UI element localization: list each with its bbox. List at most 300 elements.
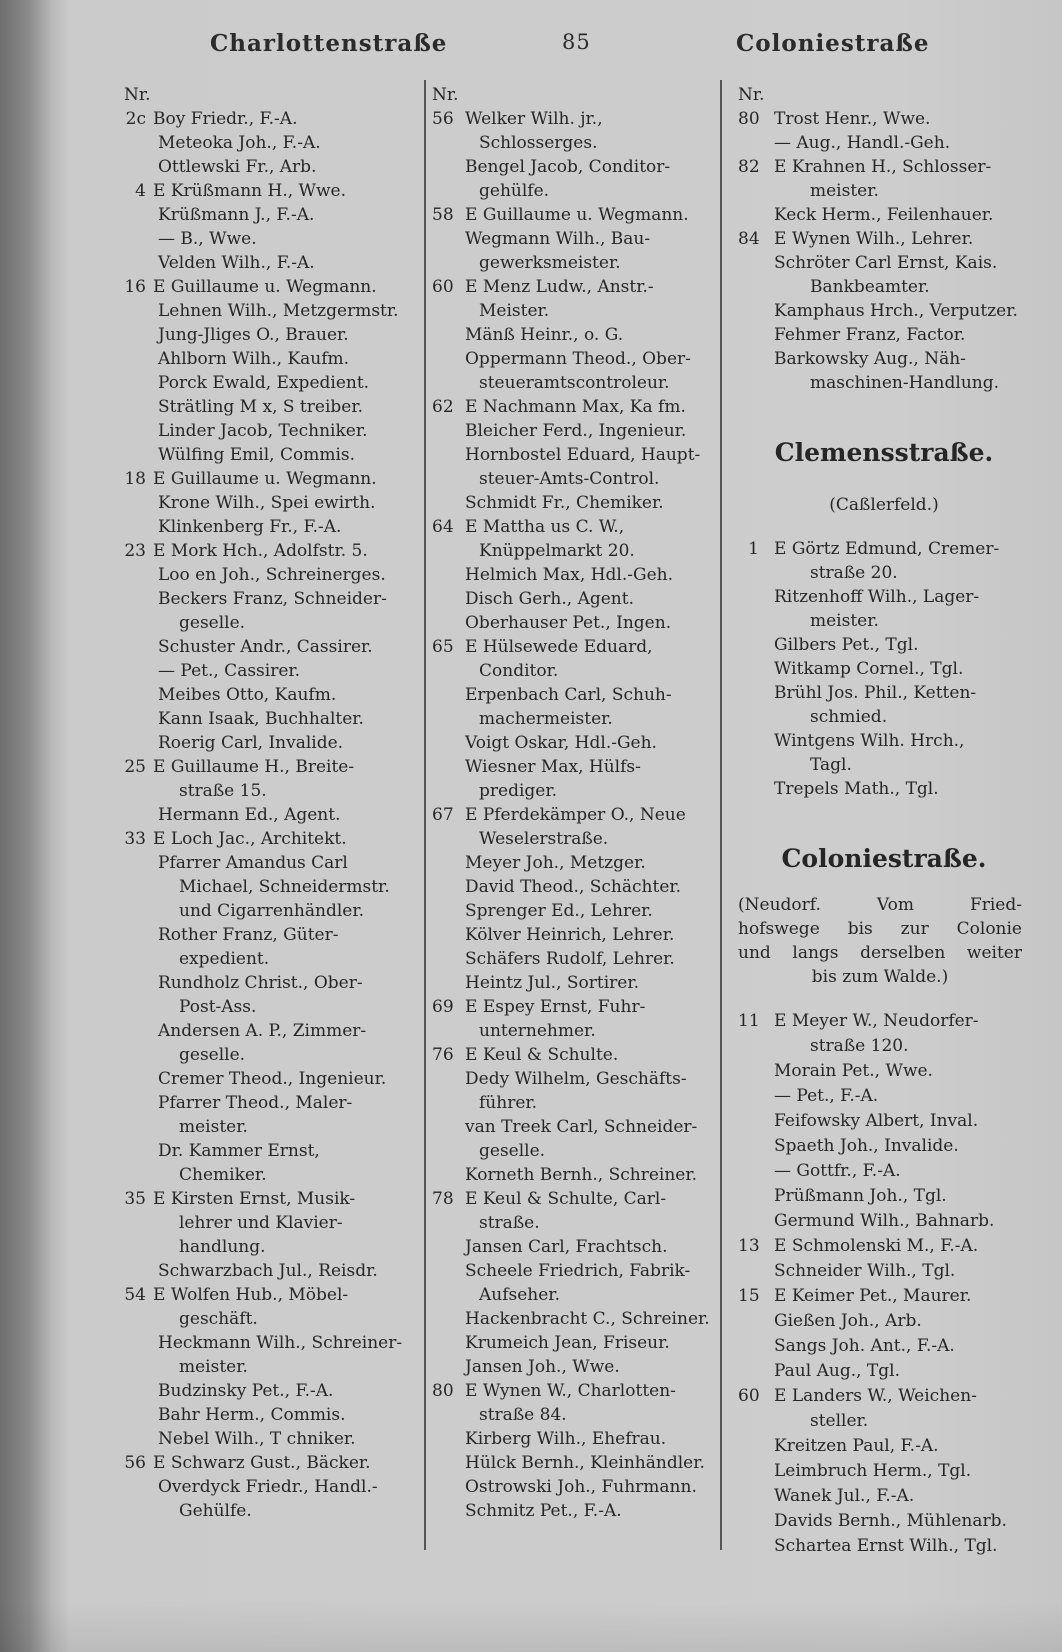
entry-text: schmied. (810, 707, 888, 727)
entry-continuation (432, 179, 718, 203)
entry-continuation (124, 875, 424, 899)
entry-continuation (432, 371, 718, 395)
entry-text: straße. (479, 1213, 540, 1233)
entry-text: (Neudorf. Vom Fried- (738, 895, 1022, 915)
entry-text: expedient. (179, 949, 270, 969)
entry-text: Tagl. (810, 755, 852, 775)
entry-text: E Hülsewede Eduard, (465, 637, 653, 657)
entry-text: Michael, Schneidermstr. (179, 877, 390, 897)
directory-entry (124, 587, 424, 611)
entry-text: Budzinsky Pet., F.-A. (158, 1381, 334, 1401)
directory-entry (432, 491, 718, 515)
entry-text: Clemensstraße. (774, 438, 994, 467)
entry-text: Jansen Carl, Frachtsch. (465, 1237, 668, 1257)
entry-text: Klinkenberg Fr., F.-A. (158, 517, 342, 537)
directory-entry (124, 131, 424, 155)
entry-continuation (432, 539, 718, 563)
entry-text: meister. (810, 181, 879, 201)
column-2 (432, 83, 718, 1523)
house-number: 18 (124, 469, 146, 489)
entry-text: Boy Friedr., F.-A. (153, 109, 298, 129)
directory-entry (432, 563, 718, 587)
entry-text: E Schmolenski M., F.-A. (774, 1236, 979, 1256)
entry-text: Hornbostel Eduard, Haupt- (465, 445, 701, 465)
entry-text: Kreitzen Paul, F.-A. (774, 1436, 939, 1456)
directory-entry (738, 1234, 1030, 1259)
house-number: 2c (125, 109, 146, 129)
directory-entry (738, 131, 1030, 155)
entry-continuation (124, 779, 424, 803)
house-number: 4 (135, 181, 146, 201)
entry-continuation (124, 1499, 424, 1523)
entry-text: Wiesner Max, Hülfs- (465, 757, 641, 777)
entry-text: Disch Gerh., Agent. (465, 589, 634, 609)
house-number: 56 (124, 1453, 146, 1473)
directory-entry (432, 851, 718, 875)
entry-text: Hackenbracht C., Schreiner. (465, 1309, 710, 1329)
column-3 (738, 83, 1030, 1559)
directory-entry (124, 179, 424, 203)
street-heading (738, 835, 1030, 883)
entry-text: Aufseher. (479, 1285, 560, 1305)
entry-text: Kamphaus Hrch., Verputzer. (774, 301, 1018, 321)
house-number: 60 (738, 1386, 760, 1406)
entry-text: meister. (810, 611, 879, 631)
entry-continuation (124, 611, 424, 635)
entry-text: E Krüßmann H., Wwe. (153, 181, 347, 201)
directory-entry (124, 1139, 424, 1163)
directory-entry (738, 227, 1030, 251)
directory-entry (432, 395, 718, 419)
entry-text: Oppermann Theod., Ober- (465, 349, 691, 369)
directory-entry (124, 275, 424, 299)
directory-entry (124, 467, 424, 491)
directory-entry (432, 971, 718, 995)
entry-text: E Keul & Schulte. (465, 1045, 619, 1065)
house-number: 15 (738, 1286, 760, 1306)
directory-entry (738, 1284, 1030, 1309)
entry-text: E Menz Ludw., Anstr.- (465, 277, 654, 297)
entry-text: Schneider Wilh., Tgl. (774, 1261, 956, 1281)
entry-text: Keck Herm., Feilenhauer. (774, 205, 994, 225)
directory-entry (124, 443, 424, 467)
entry-text: Erpenbach Carl, Schuh- (465, 685, 672, 705)
house-number: 23 (124, 541, 146, 561)
entry-continuation (738, 1034, 1030, 1059)
street-description (738, 965, 1030, 989)
house-number: 13 (738, 1236, 760, 1256)
house-number: 64 (432, 517, 454, 537)
directory-entry (432, 1163, 718, 1187)
entry-text: Feifowsky Albert, Inval. (774, 1111, 979, 1131)
entry-text: E Wynen Wilh., Lehrer. (774, 229, 974, 249)
entry-text: E Loch Jac., Architekt. (153, 829, 347, 849)
directory-entry (432, 875, 718, 899)
directory-entry (124, 1379, 424, 1403)
directory-entry (738, 1134, 1030, 1159)
entry-text: Rother Franz, Güter- (158, 925, 339, 945)
directory-entry (124, 323, 424, 347)
directory-entry (124, 1259, 424, 1283)
running-head-left: Charlottenstraße (210, 30, 448, 57)
entry-text: machermeister. (479, 709, 613, 729)
entry-text: Bengel Jacob, Conditor- (465, 157, 671, 177)
entry-continuation (124, 995, 424, 1019)
directory-entry (738, 1434, 1030, 1459)
entry-text: steuer-Amts-Control. (479, 469, 660, 489)
entry-text: Ahlborn Wilh., Kaufm. (158, 349, 350, 369)
entry-continuation (738, 371, 1030, 395)
entry-text: Loo en Joh., Schreinerges. (158, 565, 386, 585)
entry-text: E Keul & Schulte, Carl- (465, 1189, 667, 1209)
entry-text: Linder Jacob, Techniker. (158, 421, 368, 441)
entry-text: straße 15. (179, 781, 267, 801)
entry-continuation (124, 1043, 424, 1067)
entry-text: Gilbers Pet., Tgl. (774, 635, 919, 655)
entry-text: Wegmann Wilh., Bau- (465, 229, 651, 249)
entry-text: — Pet., Cassirer. (158, 661, 301, 681)
entry-continuation (432, 251, 718, 275)
entry-continuation (738, 609, 1030, 633)
directory-entry (738, 729, 1030, 753)
entry-text: — Aug., Handl.-Geh. (774, 133, 951, 153)
house-number: 16 (124, 277, 146, 297)
directory-entry (738, 1084, 1030, 1109)
directory-entry (124, 731, 424, 755)
directory-entry (432, 1475, 718, 1499)
entry-text: gehülfe. (479, 181, 550, 201)
entry-text: Paul Aug., Tgl. (774, 1361, 900, 1381)
entry-text: Mänß Heinr., o. G. (465, 325, 624, 345)
entry-text: Schmidt Fr., Chemiker. (465, 493, 664, 513)
entry-text: hofswege bis zur Colonie (738, 919, 1022, 939)
directory-entry (738, 657, 1030, 681)
entry-text: Chemiker. (179, 1165, 267, 1185)
house-number: 25 (124, 757, 146, 777)
directory-entry (124, 419, 424, 443)
page-number: 85 (562, 30, 591, 54)
house-number: 1 (748, 539, 759, 559)
entry-text: Spaeth Joh., Invalide. (774, 1136, 959, 1156)
entry-continuation (432, 1283, 718, 1307)
directory-entry (738, 777, 1030, 801)
house-number: 54 (124, 1285, 146, 1305)
entry-text: Kölver Heinrich, Lehrer. (465, 925, 675, 945)
entry-text: Schäfers Rudolf, Lehrer. (465, 949, 675, 969)
entry-text: handlung. (179, 1237, 266, 1257)
directory-entry (124, 539, 424, 563)
entry-text: Rundholz Christ., Ober- (158, 973, 363, 993)
entry-text: Dedy Wilhelm, Geschäfts- (465, 1069, 687, 1089)
entry-text: — B., Wwe. (158, 229, 257, 249)
directory-entry (124, 251, 424, 275)
directory-entry (738, 1309, 1030, 1334)
directory-entry (432, 1043, 718, 1067)
directory-entry (432, 947, 718, 971)
entry-text: E Mattha us C. W., (465, 517, 625, 537)
entry-text: Witkamp Cornel., Tgl. (774, 659, 964, 679)
entry-text: Schwarzbach Jul., Reisdr. (158, 1261, 378, 1281)
directory-entry (124, 827, 424, 851)
column-divider (424, 80, 426, 1550)
directory-entry (738, 107, 1030, 131)
entry-text: E Mork Hch., Adolfstr. 5. (153, 541, 368, 561)
directory-entry (432, 1331, 718, 1355)
entry-text: Meibes Otto, Kaufm. (158, 685, 337, 705)
directory-entry (738, 203, 1030, 227)
entry-text: und Cigarrenhändler. (179, 901, 364, 921)
entry-text: Ottlewski Fr., Arb. (158, 157, 317, 177)
entry-continuation (124, 1355, 424, 1379)
house-number: 80 (738, 109, 760, 129)
entry-continuation (124, 1235, 424, 1259)
entry-text: E Landers W., Weichen- (774, 1386, 977, 1406)
entry-continuation (124, 899, 424, 923)
directory-entry (738, 1359, 1030, 1384)
house-number: 78 (432, 1189, 454, 1209)
entry-text: Dr. Kammer Ernst, (158, 1141, 320, 1161)
entry-continuation (432, 827, 718, 851)
directory-entry (738, 1534, 1030, 1559)
directory-entry (432, 1307, 718, 1331)
directory-entry (124, 1403, 424, 1427)
directory-entry (432, 899, 718, 923)
entry-text: Morain Pet., Wwe. (774, 1061, 933, 1081)
directory-entry (432, 635, 718, 659)
directory-entry (124, 1019, 424, 1043)
directory-entry (738, 1209, 1030, 1234)
directory-entry (432, 683, 718, 707)
entry-text: Brühl Jos. Phil., Ketten- (774, 683, 977, 703)
directory-entry (738, 347, 1030, 371)
entry-text: Voigt Oskar, Hdl.-Geh. (465, 733, 657, 753)
directory-entry (432, 1187, 718, 1211)
entry-text: Porck Ewald, Expedient. (158, 373, 370, 393)
directory-entry (124, 1091, 424, 1115)
entry-text: Schartea Ernst Wilh., Tgl. (774, 1536, 998, 1556)
running-head-right: Coloniestraße (736, 30, 930, 57)
directory-entry (432, 1115, 718, 1139)
directory-entry (432, 1235, 718, 1259)
entry-text: Cremer Theod., Ingenieur. (158, 1069, 387, 1089)
house-number: 67 (432, 805, 454, 825)
directory-entry (432, 275, 718, 299)
entry-text: — Gottfr., F.-A. (774, 1161, 901, 1181)
entry-continuation (432, 707, 718, 731)
entry-text: Fehmer Franz, Factor. (774, 325, 966, 345)
entry-text: straße 84. (479, 1405, 567, 1425)
directory-entry (432, 923, 718, 947)
directory-entry (738, 1384, 1030, 1409)
directory-entry (432, 443, 718, 467)
entry-text: Pfarrer Theod., Maler- (158, 1093, 353, 1113)
directory-entry (124, 851, 424, 875)
directory-entry (432, 995, 718, 1019)
entry-text: Strätling M x, S treiber. (158, 397, 363, 417)
entry-text: Germund Wilh., Bahnarb. (774, 1211, 995, 1231)
directory-entry (124, 1427, 424, 1451)
entry-continuation (738, 753, 1030, 777)
directory-entry (432, 803, 718, 827)
entry-text: Meteoka Joh., F.-A. (158, 133, 321, 153)
entry-text: Coloniestraße. (781, 844, 987, 873)
entry-text: Ritzenhoff Wilh., Lager- (774, 587, 980, 607)
directory-entry (124, 515, 424, 539)
directory-entry (432, 1451, 718, 1475)
directory-entry (432, 1259, 718, 1283)
entry-text: E Schwarz Gust., Bäcker. (153, 1453, 371, 1473)
entry-continuation (124, 1307, 424, 1331)
directory-entry (124, 299, 424, 323)
directory-entry (432, 755, 718, 779)
entry-text: Oberhauser Pet., Ingen. (465, 613, 672, 633)
street-description (738, 917, 1030, 941)
directory-entry (124, 155, 424, 179)
directory-entry (124, 755, 424, 779)
entry-continuation (432, 659, 718, 683)
directory-entry (432, 1379, 718, 1403)
entry-text: Knüppelmarkt 20. (479, 541, 635, 561)
entry-text: steller. (810, 1411, 869, 1431)
entry-text: Nr. (738, 85, 765, 105)
entry-text: Ostrowski Joh., Fuhrmann. (465, 1477, 697, 1497)
entry-text: Kirberg Wilh., Ehefrau. (465, 1429, 667, 1449)
directory-entry (432, 1355, 718, 1379)
entry-text: E Espey Ernst, Fuhr- (465, 997, 646, 1017)
entry-text: Roerig Carl, Invalide. (158, 733, 344, 753)
entry-continuation (738, 705, 1030, 729)
house-number: 80 (432, 1381, 454, 1401)
entry-text: E Guillaume u. Wegmann. (465, 205, 689, 225)
entry-text: Andersen A. P., Zimmer- (158, 1021, 367, 1041)
entry-text: E Krahnen H., Schlosser- (774, 157, 992, 177)
entry-text: Sangs Joh. Ant., F.-A. (774, 1336, 955, 1356)
house-number: 69 (432, 997, 454, 1017)
directory-entry (432, 347, 718, 371)
entry-text: Bahr Herm., Commis. (158, 1405, 346, 1425)
entry-text: Beckers Franz, Schneider- (158, 589, 387, 609)
directory-entry (738, 1184, 1030, 1209)
directory-entry (432, 203, 718, 227)
entry-text: Barkowsky Aug., Näh- (774, 349, 966, 369)
entry-text: führer. (479, 1093, 538, 1113)
street-description (738, 893, 1030, 917)
entry-text: Schmitz Pet., F.-A. (465, 1501, 622, 1521)
entry-continuation (432, 131, 718, 155)
directory-entry (432, 107, 718, 131)
entry-text: Velden Wilh., F.-A. (158, 253, 315, 273)
entry-text: E Guillaume u. Wegmann. (153, 469, 377, 489)
directory-entry (124, 563, 424, 587)
entry-text: gewerksmeister. (479, 253, 621, 273)
entry-text: David Theod., Schächter. (465, 877, 682, 897)
entry-continuation (432, 467, 718, 491)
entry-text: Schlosserges. (479, 133, 598, 153)
entry-continuation (124, 947, 424, 971)
directory-entry (738, 1459, 1030, 1484)
entry-text: und langs derselben weiter (738, 943, 1022, 963)
entry-continuation (124, 1211, 424, 1235)
entry-text: steueramtscontroleur. (479, 373, 670, 393)
directory-entry (124, 347, 424, 371)
street-description (738, 941, 1030, 965)
directory-entry (124, 227, 424, 251)
directory-entry (124, 491, 424, 515)
entry-text: Weselerstraße. (479, 829, 609, 849)
entry-text: Welker Wilh. jr., (465, 109, 603, 129)
house-number: 62 (432, 397, 454, 417)
column-divider (720, 80, 722, 1550)
entry-continuation (432, 299, 718, 323)
column-label (738, 83, 1030, 107)
entry-text: Meyer Joh., Metzger. (465, 853, 646, 873)
entry-text: Schuster Andr., Cassirer. (158, 637, 373, 657)
directory-entry (124, 923, 424, 947)
entry-continuation (432, 1139, 718, 1163)
house-number: 33 (124, 829, 146, 849)
district-note (738, 493, 1030, 517)
entry-text: Gehülfe. (179, 1501, 252, 1521)
entry-text: Wülfing Emil, Commis. (158, 445, 356, 465)
entry-text: straße 120. (810, 1036, 909, 1056)
entry-continuation (738, 1409, 1030, 1434)
entry-text: E Pferdekämper O., Neue (465, 805, 686, 825)
directory-entry (124, 1187, 424, 1211)
directory-entry (124, 1451, 424, 1475)
entry-text: Wintgens Wilh. Hrch., (774, 731, 965, 751)
house-number: 58 (432, 205, 454, 225)
directory-entry (432, 323, 718, 347)
entry-text: Scheele Friedrich, Fabrik- (465, 1261, 691, 1281)
entry-text: Heckmann Wilh., Schreiner- (158, 1333, 403, 1353)
directory-entry (124, 1067, 424, 1091)
entry-continuation (738, 179, 1030, 203)
directory-entry (124, 659, 424, 683)
directory-entry (124, 803, 424, 827)
entry-continuation (432, 1019, 718, 1043)
entry-text: Meister. (479, 301, 550, 321)
directory-entry (738, 537, 1030, 561)
entry-text: Prüßmann Joh., Tgl. (774, 1186, 947, 1206)
entry-text: Nr. (124, 85, 151, 105)
house-number: 60 (432, 277, 454, 297)
entry-text: maschinen-Handlung. (810, 373, 1000, 393)
entry-text: Wanek Jul., F.-A. (774, 1486, 915, 1506)
entry-text: Jung-Jliges O., Brauer. (158, 325, 349, 345)
entry-text: Sprenger Ed., Lehrer. (465, 901, 653, 921)
column-1 (124, 83, 424, 1523)
house-number: 82 (738, 157, 760, 177)
house-number: 56 (432, 109, 454, 129)
directory-entry (124, 395, 424, 419)
entry-text: Krüßmann J., F.-A. (158, 205, 315, 225)
column-label (124, 83, 424, 107)
entry-continuation (432, 1211, 718, 1235)
entry-text: E Keimer Pet., Maurer. (774, 1286, 972, 1306)
directory-entry (432, 227, 718, 251)
directory-entry (432, 611, 718, 635)
entry-text: Jansen Joh., Wwe. (465, 1357, 620, 1377)
directory-entry (432, 419, 718, 443)
entry-text: Heintz Jul., Sortirer. (465, 973, 640, 993)
entry-text: Hülck Bernh., Kleinhändler. (465, 1453, 705, 1473)
directory-entry (124, 635, 424, 659)
directory-entry (432, 587, 718, 611)
entry-text: Trepels Math., Tgl. (774, 779, 939, 799)
directory-entry (738, 1334, 1030, 1359)
entry-continuation (124, 1163, 424, 1187)
directory-entry (738, 1509, 1030, 1534)
